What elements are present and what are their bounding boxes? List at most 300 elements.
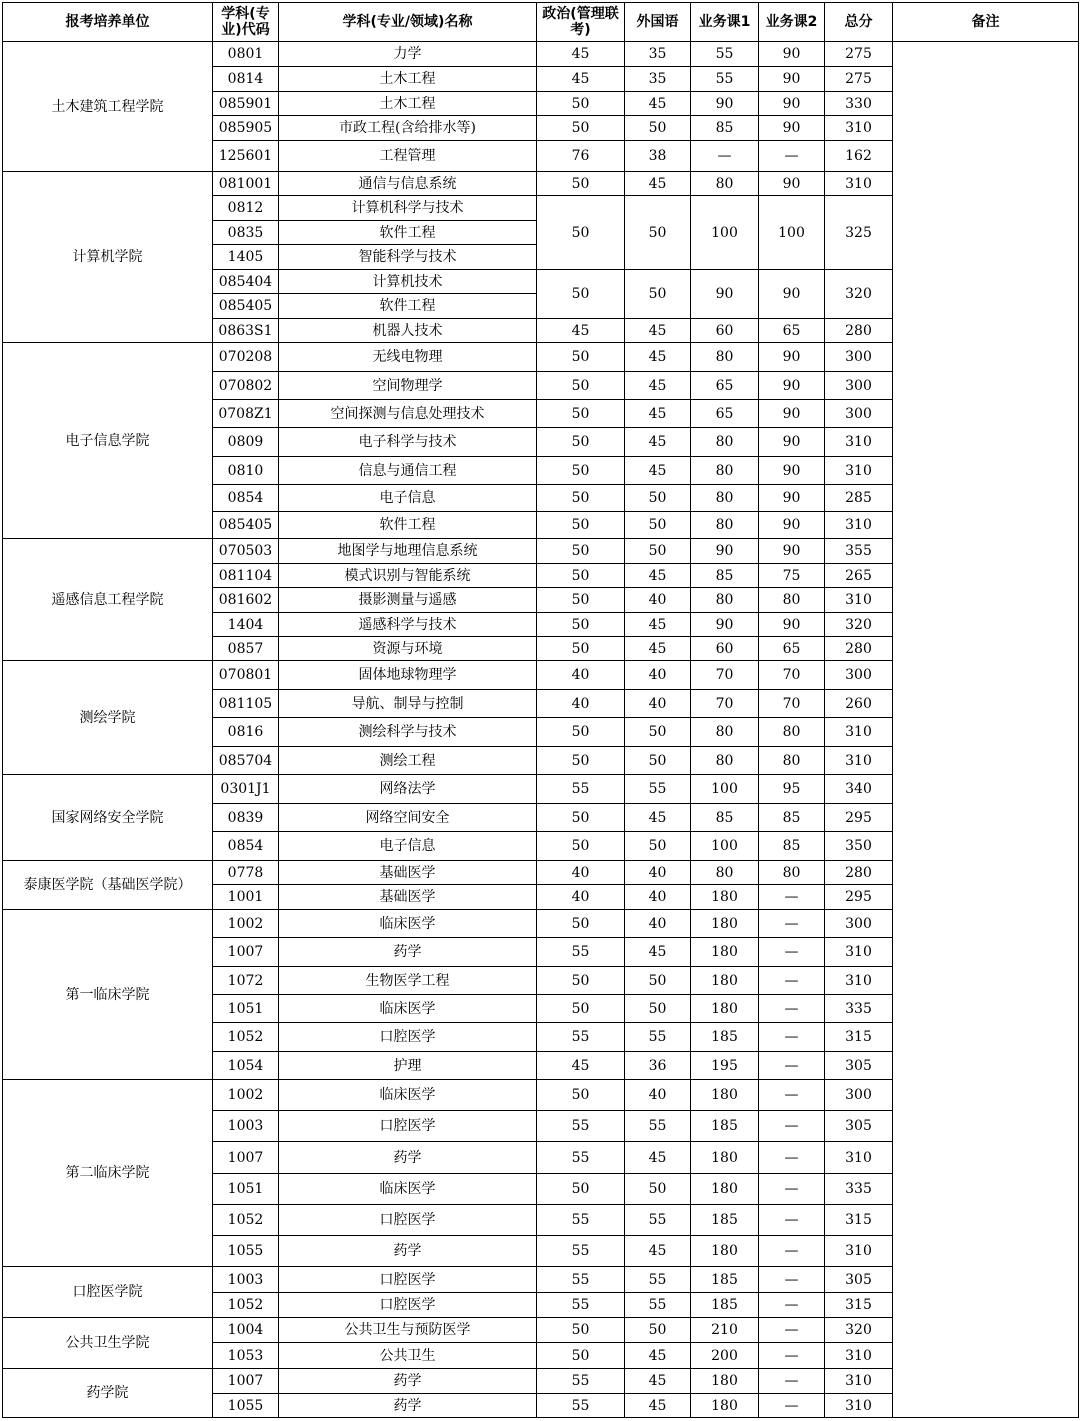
politics-cell: 40 [537,661,625,690]
course2-cell: — [759,910,825,938]
name-cell: 软件工程 [279,512,537,539]
name-cell: 机器人技术 [279,319,537,343]
politics-cell: 50 [537,428,625,457]
course2-cell: 90 [759,270,825,319]
total-cell: 295 [825,804,893,832]
politics-cell: 50 [537,1343,625,1369]
unit-cell: 国家网络安全学院 [3,775,213,861]
code-cell: 085404 [213,270,279,294]
total-cell: 310 [825,718,893,747]
course2-cell: 90 [759,539,825,564]
code-cell: 0839 [213,804,279,832]
language-cell: 45 [625,804,691,832]
language-cell: 45 [625,400,691,428]
name-cell: 药学 [279,938,537,967]
total-cell: 310 [825,1343,893,1369]
name-cell: 遥感科学与技术 [279,613,537,637]
politics-cell: 45 [537,67,625,92]
code-cell: 1002 [213,910,279,938]
politics-cell: 76 [537,141,625,172]
language-cell: 45 [625,372,691,400]
course1-cell: 210 [691,1318,759,1343]
course2-cell: 90 [759,92,825,116]
name-cell: 生物医学工程 [279,967,537,995]
code-cell: 1055 [213,1394,279,1418]
language-cell: 45 [625,564,691,588]
name-cell: 药学 [279,1142,537,1174]
code-cell: 0814 [213,67,279,92]
language-cell: 55 [625,1293,691,1318]
course2-cell: — [759,1174,825,1205]
code-cell: 070802 [213,372,279,400]
code-cell: 070503 [213,539,279,564]
total-cell: 320 [825,270,893,319]
total-cell: 330 [825,92,893,116]
course1-cell: 80 [691,718,759,747]
course1-cell: 100 [691,832,759,861]
course1-cell: 195 [691,1052,759,1080]
total-cell: 335 [825,1174,893,1205]
politics-cell: 55 [537,1293,625,1318]
code-cell: 085405 [213,512,279,539]
language-cell: 50 [625,995,691,1023]
name-cell: 模式识别与智能系统 [279,564,537,588]
course1-cell: 180 [691,1394,759,1418]
name-cell: 资源与环境 [279,637,537,661]
course1-cell: 70 [691,690,759,718]
course2-cell: 90 [759,428,825,457]
name-cell: 基础医学 [279,885,537,910]
code-cell: 1004 [213,1318,279,1343]
name-cell: 市政工程(含给排水等) [279,116,537,141]
total-cell: 310 [825,1394,893,1418]
unit-cell: 口腔医学院 [3,1267,213,1318]
course2-cell: 100 [759,196,825,270]
language-cell: 45 [625,613,691,637]
total-cell: 162 [825,141,893,172]
politics-cell: 50 [537,1080,625,1111]
course1-cell: 180 [691,967,759,995]
course1-cell: 180 [691,1080,759,1111]
course1-cell: 180 [691,910,759,938]
code-cell: 085905 [213,116,279,141]
code-cell: 085901 [213,92,279,116]
politics-cell: 50 [537,832,625,861]
code-cell: 1053 [213,1343,279,1369]
total-cell: 310 [825,1369,893,1394]
name-cell: 力学 [279,42,537,67]
course1-cell: 70 [691,661,759,690]
code-cell: 1055 [213,1236,279,1267]
total-cell: 335 [825,995,893,1023]
code-cell: 1404 [213,613,279,637]
politics-cell: 55 [537,1394,625,1418]
language-cell: 45 [625,428,691,457]
name-cell: 土木工程 [279,67,537,92]
politics-cell: 55 [537,1111,625,1142]
course2-cell: 90 [759,343,825,372]
unit-cell: 测绘学院 [3,661,213,775]
code-cell: 081104 [213,564,279,588]
course1-cell: 90 [691,613,759,637]
politics-cell: 50 [537,372,625,400]
total-cell: 320 [825,613,893,637]
name-cell: 地图学与地理信息系统 [279,539,537,564]
course2-cell: — [759,1267,825,1293]
course1-cell: 80 [691,172,759,196]
course2-cell: — [759,141,825,172]
code-cell: 1052 [213,1205,279,1236]
politics-cell: 55 [537,1369,625,1394]
name-cell: 口腔医学 [279,1023,537,1052]
course1-cell: 185 [691,1023,759,1052]
code-cell: 0854 [213,832,279,861]
name-cell: 药学 [279,1394,537,1418]
code-cell: 1054 [213,1052,279,1080]
total-cell: 305 [825,1052,893,1080]
total-cell: 310 [825,747,893,775]
name-cell: 药学 [279,1236,537,1267]
total-cell: 320 [825,1318,893,1343]
total-cell: 355 [825,539,893,564]
code-cell: 0863S1 [213,319,279,343]
course1-cell: 80 [691,457,759,485]
total-cell: 310 [825,938,893,967]
code-cell: 0835 [213,221,279,245]
name-cell: 导航、制导与控制 [279,690,537,718]
course2-cell: 80 [759,861,825,885]
code-cell: 1001 [213,885,279,910]
course2-cell: 90 [759,512,825,539]
name-cell: 摄影测量与遥感 [279,588,537,613]
header-code: 学科(专业)代码 [213,3,279,42]
politics-cell: 50 [537,512,625,539]
code-cell: 0854 [213,485,279,512]
course2-cell: 85 [759,832,825,861]
politics-cell: 50 [537,637,625,661]
course1-cell: 90 [691,270,759,319]
header-total: 总分 [825,3,893,42]
code-cell: 1051 [213,1174,279,1205]
course2-cell: — [759,1052,825,1080]
name-cell: 空间探测与信息处理技术 [279,400,537,428]
name-cell: 护理 [279,1052,537,1080]
course1-cell: 200 [691,1343,759,1369]
total-cell: 285 [825,485,893,512]
language-cell: 50 [625,718,691,747]
politics-cell: 50 [537,747,625,775]
name-cell: 无线电物理 [279,343,537,372]
course2-cell: 90 [759,457,825,485]
name-cell: 基础医学 [279,861,537,885]
total-cell: 310 [825,457,893,485]
language-cell: 40 [625,588,691,613]
total-cell: 315 [825,1293,893,1318]
total-cell: 280 [825,861,893,885]
unit-cell: 土木建筑工程学院 [3,42,213,172]
course2-cell: 75 [759,564,825,588]
total-cell: 310 [825,588,893,613]
code-cell: 085704 [213,747,279,775]
course1-cell: 55 [691,67,759,92]
course2-cell: — [759,938,825,967]
name-cell: 固体地球物理学 [279,661,537,690]
language-cell: 45 [625,1343,691,1369]
course1-cell: 80 [691,588,759,613]
politics-cell: 50 [537,967,625,995]
language-cell: 45 [625,457,691,485]
code-cell: 081105 [213,690,279,718]
language-cell: 50 [625,1174,691,1205]
course2-cell: — [759,1236,825,1267]
course2-cell: — [759,1343,825,1369]
politics-cell: 55 [537,1205,625,1236]
name-cell: 计算机技术 [279,270,537,294]
course2-cell: — [759,885,825,910]
total-cell: 350 [825,832,893,861]
politics-cell: 50 [537,485,625,512]
total-cell: 310 [825,428,893,457]
language-cell: 50 [625,485,691,512]
unit-cell: 第一临床学院 [3,910,213,1080]
politics-cell: 40 [537,690,625,718]
name-cell: 网络法学 [279,775,537,804]
politics-cell: 45 [537,1052,625,1080]
total-cell: 280 [825,637,893,661]
code-cell: 1007 [213,938,279,967]
course1-cell: 180 [691,1174,759,1205]
politics-cell: 45 [537,42,625,67]
politics-cell: 50 [537,172,625,196]
politics-cell: 50 [537,1318,625,1343]
politics-cell: 50 [537,718,625,747]
name-cell: 公共卫生与预防医学 [279,1318,537,1343]
code-cell: 070208 [213,343,279,372]
politics-cell: 55 [537,775,625,804]
politics-cell: 50 [537,1174,625,1205]
total-cell: 300 [825,1080,893,1111]
politics-cell: 50 [537,92,625,116]
politics-cell: 40 [537,885,625,910]
language-cell: 55 [625,1205,691,1236]
language-cell: 45 [625,319,691,343]
total-cell: 310 [825,1142,893,1174]
course1-cell: 65 [691,400,759,428]
header-language: 外国语 [625,3,691,42]
course2-cell: 70 [759,690,825,718]
unit-cell: 公共卫生学院 [3,1318,213,1369]
name-cell: 临床医学 [279,1174,537,1205]
course1-cell: 180 [691,1369,759,1394]
language-cell: 45 [625,1394,691,1418]
code-cell: 0816 [213,718,279,747]
course1-cell: 80 [691,747,759,775]
total-cell: 300 [825,372,893,400]
name-cell: 网络空间安全 [279,804,537,832]
code-cell: 0810 [213,457,279,485]
name-cell: 临床医学 [279,995,537,1023]
language-cell: 45 [625,938,691,967]
name-cell: 智能科学与技术 [279,245,537,270]
name-cell: 电子科学与技术 [279,428,537,457]
course2-cell: — [759,1293,825,1318]
course2-cell: 85 [759,804,825,832]
code-cell: 0812 [213,196,279,221]
course2-cell: 80 [759,718,825,747]
name-cell: 软件工程 [279,294,537,319]
remarks-cell [893,42,1079,1418]
unit-cell: 第二临床学院 [3,1080,213,1267]
header-name: 学科(专业/领域)名称 [279,3,537,42]
politics-cell: 50 [537,995,625,1023]
language-cell: 38 [625,141,691,172]
course1-cell: 90 [691,92,759,116]
total-cell: 300 [825,910,893,938]
course2-cell: — [759,1394,825,1418]
course2-cell: — [759,1111,825,1142]
code-cell: 1405 [213,245,279,270]
name-cell: 计算机科学与技术 [279,196,537,221]
language-cell: 40 [625,885,691,910]
name-cell: 空间物理学 [279,372,537,400]
total-cell: 265 [825,564,893,588]
name-cell: 土木工程 [279,92,537,116]
course2-cell: — [759,1023,825,1052]
course2-cell: — [759,1080,825,1111]
code-cell: 070801 [213,661,279,690]
course1-cell: 55 [691,42,759,67]
course2-cell: — [759,1318,825,1343]
total-cell: 275 [825,42,893,67]
course1-cell: 80 [691,343,759,372]
politics-cell: 50 [537,116,625,141]
course1-cell: 100 [691,775,759,804]
politics-cell: 50 [537,613,625,637]
language-cell: 40 [625,910,691,938]
total-cell: 260 [825,690,893,718]
course1-cell: 80 [691,861,759,885]
language-cell: 40 [625,861,691,885]
header-politics: 政治(管理联考) [537,3,625,42]
course1-cell: 85 [691,804,759,832]
total-cell: 275 [825,67,893,92]
total-cell: 295 [825,885,893,910]
code-cell: 0778 [213,861,279,885]
course2-cell: 95 [759,775,825,804]
name-cell: 软件工程 [279,221,537,245]
language-cell: 36 [625,1052,691,1080]
politics-cell: 50 [537,270,625,319]
code-cell: 125601 [213,141,279,172]
code-cell: 1007 [213,1142,279,1174]
name-cell: 口腔医学 [279,1267,537,1293]
unit-cell: 计算机学院 [3,172,213,343]
name-cell: 临床医学 [279,1080,537,1111]
language-cell: 55 [625,1023,691,1052]
course1-cell: 80 [691,428,759,457]
total-cell: 305 [825,1267,893,1293]
course1-cell: 85 [691,564,759,588]
language-cell: 50 [625,512,691,539]
course2-cell: 90 [759,613,825,637]
name-cell: 测绘科学与技术 [279,718,537,747]
name-cell: 口腔医学 [279,1111,537,1142]
course2-cell: 90 [759,485,825,512]
name-cell: 药学 [279,1369,537,1394]
header-remarks: 备注 [893,3,1079,42]
code-cell: 1003 [213,1111,279,1142]
total-cell: 280 [825,319,893,343]
unit-cell: 药学院 [3,1369,213,1418]
politics-cell: 55 [537,1023,625,1052]
course1-cell: 85 [691,116,759,141]
course2-cell: 90 [759,172,825,196]
header-course1: 业务课1 [691,3,759,42]
course2-cell: — [759,1205,825,1236]
politics-cell: 55 [537,1142,625,1174]
total-cell: 310 [825,1236,893,1267]
language-cell: 50 [625,270,691,319]
language-cell: 35 [625,42,691,67]
course1-cell: 180 [691,885,759,910]
name-cell: 公共卫生 [279,1343,537,1369]
language-cell: 45 [625,1369,691,1394]
score-table [2,2,1079,1418]
table-body [3,42,1079,1418]
course1-cell: 180 [691,995,759,1023]
code-cell: 081001 [213,172,279,196]
language-cell: 45 [625,637,691,661]
language-cell: 55 [625,775,691,804]
total-cell: 340 [825,775,893,804]
code-cell: 1007 [213,1369,279,1394]
total-cell: 315 [825,1023,893,1052]
name-cell: 口腔医学 [279,1205,537,1236]
language-cell: 45 [625,92,691,116]
politics-cell: 55 [537,1267,625,1293]
politics-cell: 50 [537,457,625,485]
name-cell: 电子信息 [279,485,537,512]
total-cell: 300 [825,400,893,428]
language-cell: 45 [625,172,691,196]
language-cell: 50 [625,747,691,775]
language-cell: 45 [625,343,691,372]
politics-cell: 50 [537,910,625,938]
course2-cell: 90 [759,67,825,92]
course1-cell: 180 [691,938,759,967]
course2-cell: 80 [759,747,825,775]
code-cell: 085405 [213,294,279,319]
total-cell: 310 [825,116,893,141]
unit-cell: 遥感信息工程学院 [3,539,213,661]
unit-cell: 泰康医学院（基础医学院） [3,861,213,910]
course1-cell: 180 [691,1236,759,1267]
politics-cell: 50 [537,196,625,270]
code-cell: 081602 [213,588,279,613]
politics-cell: 55 [537,1236,625,1267]
course1-cell: 185 [691,1111,759,1142]
name-cell: 测绘工程 [279,747,537,775]
header-row [3,3,1079,42]
language-cell: 55 [625,1111,691,1142]
course2-cell: — [759,967,825,995]
code-cell: 0301J1 [213,775,279,804]
course2-cell: 90 [759,116,825,141]
language-cell: 45 [625,1236,691,1267]
code-cell: 0801 [213,42,279,67]
total-cell: 315 [825,1205,893,1236]
total-cell: 305 [825,1111,893,1142]
